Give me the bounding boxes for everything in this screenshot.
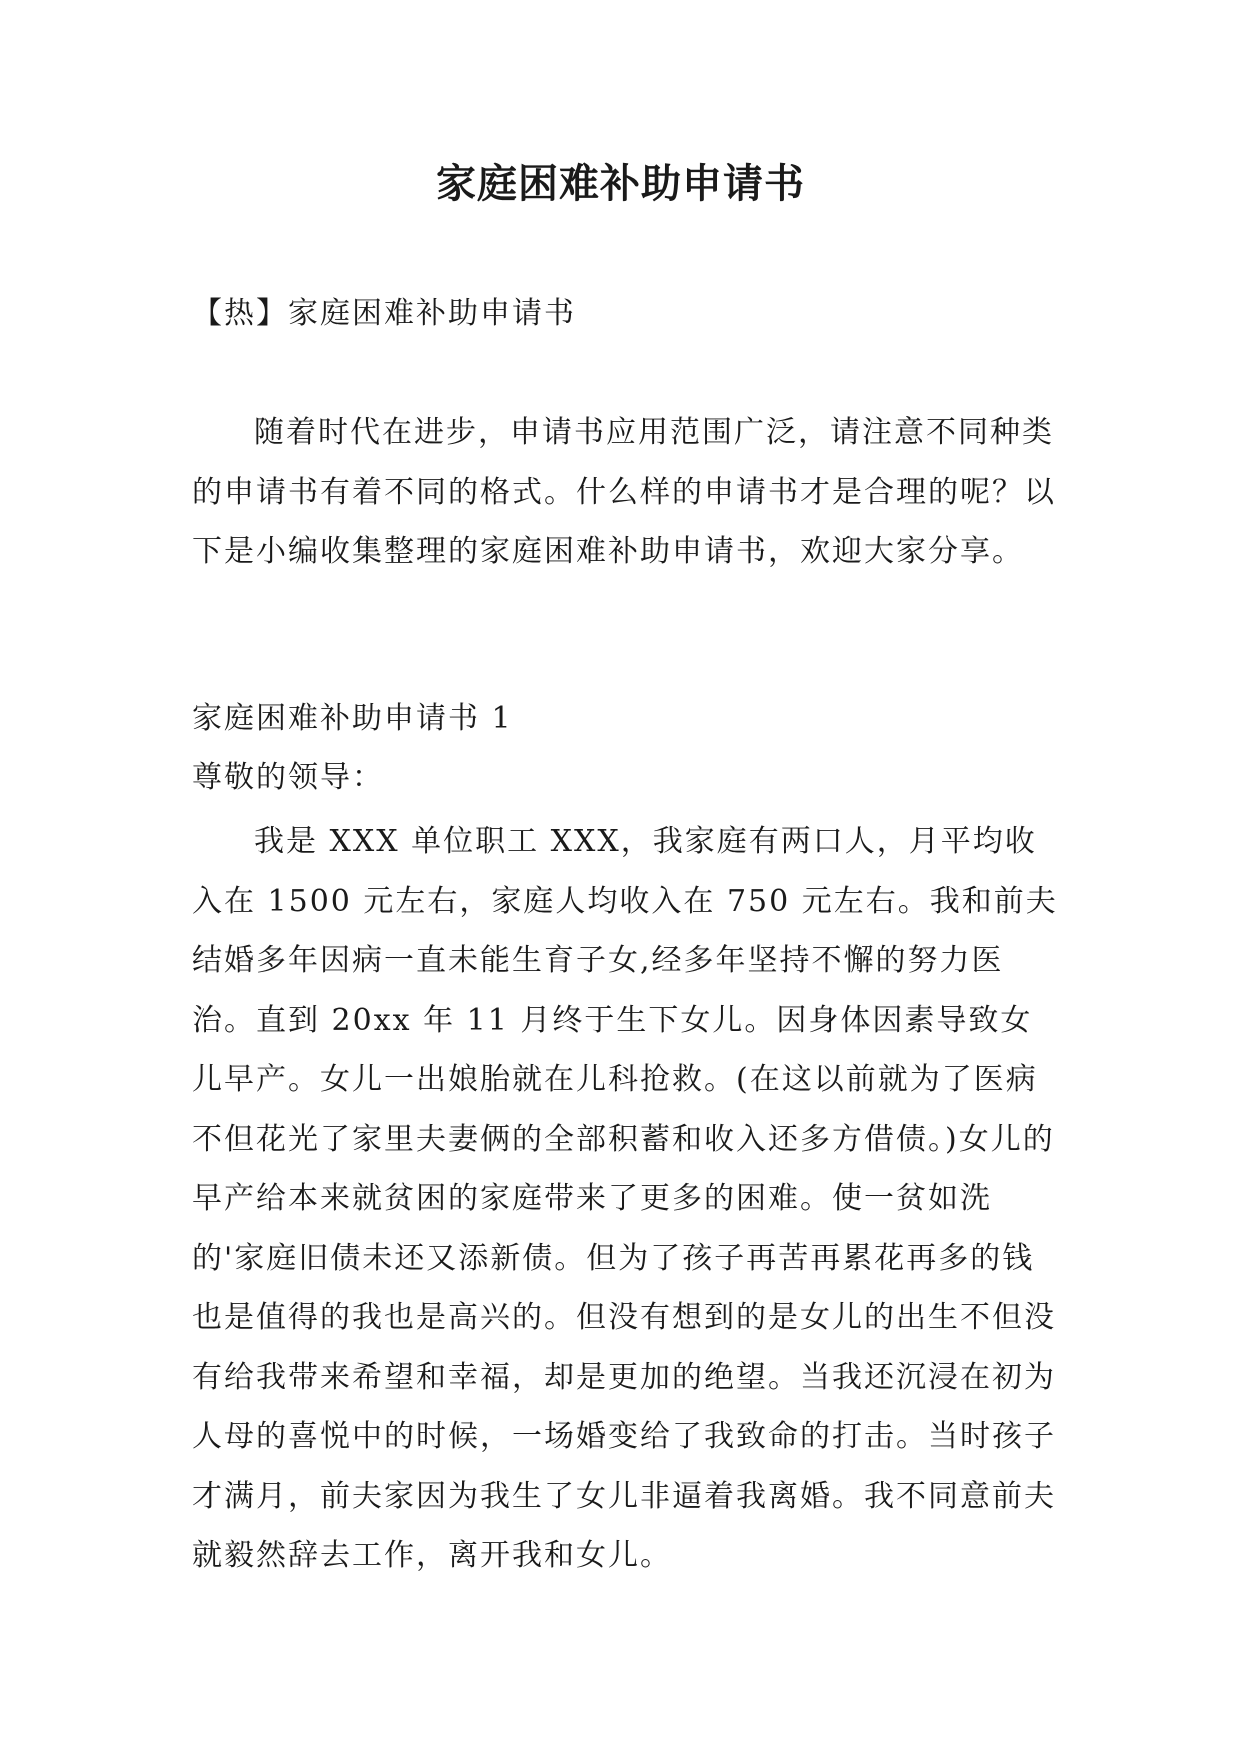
letter-body-paragraph: 我是 XXX 单位职工 XXX，我家庭有两口人，月平均收入在 1500 元左右，家庭人均收入在 750 元左右。我和前夫结婚多年因病一直未能生育子女,经多年坚持不懈的努力医治。直到 20xx 年 11 月终于生下女儿。因身体因素导致女儿早产。女儿一出娘胎就在儿科抢救。(在这以前就为了医病不但花光了家里夫妻俩的全部积蓄和收入还多方借债。)女儿的早产给本来就贫困的家庭带来了更多的困难。使一贫如洗的'家庭旧债未还又添新债。但为了孩子再苦再累花再多的钱也是值得的我也是高兴的。但没有想到的是女儿的出生不但没有给我带来希望和幸福，却是更加的绝望。当我还沉浸在初为人母的喜悦中的时候，一场婚变给了我致命的打击。当时孩子才满月，前夫家因为我生了女儿非逼着我离婚。我不同意前夫就毅然辞去工作，离开我和女儿。	[192, 824, 1058, 1573]
document-subtitle: 【热】家庭困难补助申请书	[192, 296, 576, 331]
letter-heading: 家庭困难补助申请书 1	[192, 701, 513, 736]
letter-salutation: 尊敬的领导：	[192, 760, 384, 795]
intro-paragraph: 随着时代在进步，申请书应用范围广泛，请注意不同种类的申请书有着不同的格式。什么样的申请书才是合理的呢？以下是小编收集整理的家庭困难补助申请书，欢迎大家分享。	[192, 415, 1056, 569]
document-title: 家庭困难补助申请书	[436, 160, 805, 207]
